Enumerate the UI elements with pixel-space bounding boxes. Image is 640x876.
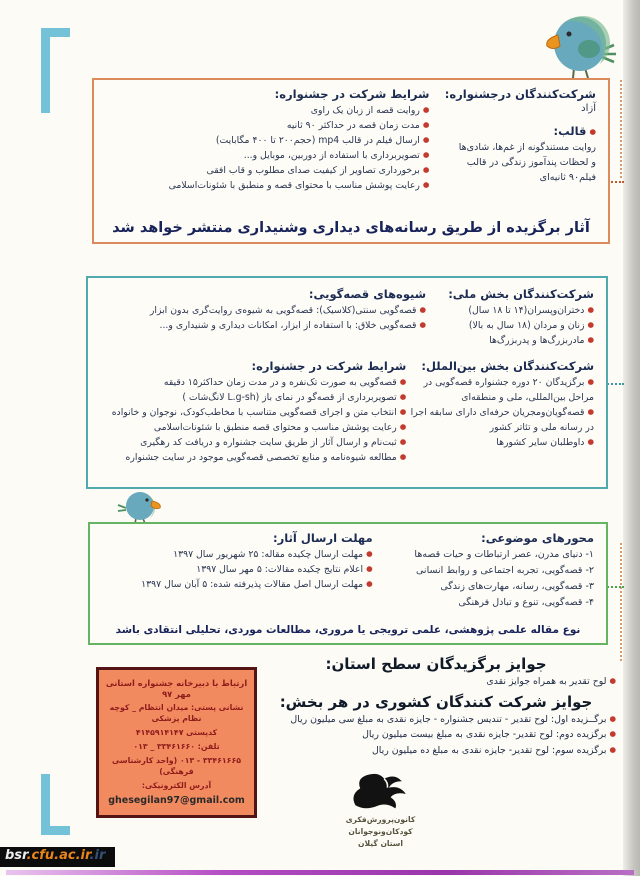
methods-list xyxy=(100,303,426,333)
list-item: ● داوطلبان سایر کشورها xyxy=(406,435,594,450)
contact-title: ارتباط با دبیرخانه جشنواره استانی مهر ۹۷ xyxy=(105,677,248,699)
kanoon-bird-logo-icon xyxy=(345,770,417,810)
logo-text-line: کودکان‌ونوجوانان xyxy=(348,826,413,836)
list-item: ● ثبت‌نام و ارسال آثار از طریق سایت جشنواره و دریافت کد رهگیری xyxy=(100,435,406,450)
watermark-prefix: bsr xyxy=(5,848,27,863)
column-conditions xyxy=(106,87,429,193)
list-item: ● تصویربرداری از قصه‌گو در نمای باز (L.g-sh لانگ‌شات ) xyxy=(100,390,406,405)
format-heading: ● قالب: xyxy=(429,124,596,138)
corner-bracket-bottom-left xyxy=(41,774,70,835)
list-item: ۴- قصه‌گویی، تنوع و تبادل فرهنگی xyxy=(458,597,594,609)
contact-phone-1: تلفن: ۳۳۴۶۱۶۶۰ _ ۰۱۳ xyxy=(133,741,220,751)
kanoon-logo xyxy=(308,770,453,849)
list-item: ● قصه‌گویی به صورت تک‌نفره و در مدت زمان حداکثر۱۵ دقیقه xyxy=(100,375,406,390)
contact-postal-code: کدپستی ۴۱۴۵۹۱۴۱۴۷ xyxy=(135,727,218,737)
list-item: ● ارسال فیلم در قالب mp4 (حجم۲۰۰ تا ۴۰۰ مگابایت) xyxy=(106,133,429,148)
methods-heading: شیوه‌های قصه‌گویی: xyxy=(308,287,427,301)
bird-illustration-small-icon xyxy=(116,490,164,526)
list-item: ۳- قصه‌گویی، رسانه، مهارت‌های زندگی xyxy=(440,581,594,593)
national-heading: شرکت‌کنندگان بخش ملی: xyxy=(448,287,594,301)
scan-edge xyxy=(623,0,640,876)
corner-bracket-top-left xyxy=(41,28,70,113)
province-awards-list xyxy=(252,674,620,690)
format-line: فیلم۹۰ ثانیه‌ای xyxy=(539,172,596,184)
conditions-heading: شرایط شرکت در جشنواره: xyxy=(274,87,430,101)
list-item: ● مهلت ارسال چکیده مقاله: ۲۵ شهریور سال ۱۳۹۷ xyxy=(102,547,373,562)
list-item: ● مادربزرگ‌ها و پدربزرگ‌ها xyxy=(426,333,594,348)
format-line: و لحظات پندآموز زندگی در قالب xyxy=(466,157,596,169)
list-item: ● برگــزیده اول: لوح تقدیر - تندیس جشنواره - جایزه نقدی به مبلغ سی میلیون ریال xyxy=(256,712,616,728)
watermark-domain: .cfu.ac.ir xyxy=(26,848,90,863)
conditions-list xyxy=(106,103,429,193)
contact-email-link[interactable]: ghesegilan97@gmail.com xyxy=(108,794,245,806)
list-item: ● مطالعه شیوه‌نامه و منابع تخصصی قصه‌گویی موجود در سایت جشنواره xyxy=(100,450,406,465)
list-item: ● برگزیده سوم: لوح تقدیر- جایزه نقدی به مبلغ ده میلیون ریال xyxy=(256,743,616,759)
format-line: روایت مستندگونه از غم‌ها، شادی‌ها xyxy=(458,142,596,153)
topics-list xyxy=(373,547,594,612)
list-item: ● رعایت پوشش مناسب با محتوای قصه و منطبق با شئونات‌اسلامی xyxy=(106,178,429,193)
list-item: ۱- دنیای مدرن، عصر ارتباطات و حیات قصه‌ها xyxy=(414,549,594,560)
contact-phone-2: ۳۳۴۶۱۶۶۵ - ۰۱۳ (واحد کارشناسی فرهنگی) xyxy=(112,756,241,776)
national-awards-list xyxy=(252,712,620,759)
province-awards-heading: جوایز برگزیدگان سطح استان: xyxy=(325,655,547,673)
deadlines-heading: مهلت ارسال آثار: xyxy=(273,531,373,545)
logo-text-line: کانون‌پرورش‌فکری xyxy=(345,815,416,824)
dotted-line-bottom xyxy=(620,543,622,661)
contact-address: نشانی پستی: میدان انتظام _ کوچه نظام پزشکی xyxy=(109,703,244,723)
list-item: ● زنان و مردان (۱۸ سال به بالا) xyxy=(426,318,594,333)
list-item: ● روایت قصه از زبان یک راوی xyxy=(106,103,429,118)
column-topics xyxy=(373,531,594,612)
column-conditions2 xyxy=(100,359,406,465)
list-item: ● برخورداری تصاویر از کیفیت صدای مطلوب و قاب افقی xyxy=(106,163,429,178)
list-item: ● تصویربرداری با استفاده از دوربین، موبایل و... xyxy=(106,148,429,163)
section-storytelling xyxy=(86,276,608,489)
logo-text-line: استان گیلان xyxy=(358,838,403,848)
section-festival-entry xyxy=(92,78,610,244)
list-item: ● انتخاب متن و اجرای قصه‌گویی متناسب با مخاطب‌کودک، نوجوان و خانواده xyxy=(100,405,406,420)
dotted-line-top xyxy=(620,80,622,178)
list-item: ● لوح تقدیر به همراه جوایز نقدی xyxy=(256,674,616,690)
list-item: ● رعایت پوشش مناسب و محتوای قصه منطبق با شئونات‌اسلامی xyxy=(100,420,406,435)
bird-illustration-icon xyxy=(544,12,618,80)
contact-box xyxy=(96,667,257,818)
column-participants xyxy=(429,87,596,193)
publish-notice: آثار برگزیده از طریق رسانه‌های دیداری وشنیداری منتشر خواهد شد xyxy=(112,220,590,236)
paper-type-notice: نوع مقاله علمی پژوهشی، علمی ترویجی یا مروری، مطالعات موردی، تحلیلی انتقادی باشد xyxy=(115,624,581,636)
international-list xyxy=(406,375,594,450)
list-item: ۲- قصه‌گویی، تجربه اجتماعی و روابط انسانی xyxy=(416,565,594,577)
column-deadlines xyxy=(102,531,373,612)
column-international xyxy=(406,359,594,465)
watermark xyxy=(0,847,115,867)
conditions2-list xyxy=(100,375,406,465)
participants-heading: شرکت‌کنندگان درجشنواره: xyxy=(444,87,596,101)
list-item: ● مدت زمان قصه در حداکثر ۹۰ ثانیه xyxy=(106,118,429,133)
deadlines-list xyxy=(102,547,373,592)
list-item: ● دختران‌وپسران(۱۴ تا ۱۸ سال) xyxy=(426,303,594,318)
watermark-suffix: .ir xyxy=(89,848,106,863)
section-awards xyxy=(252,655,620,758)
list-item: ● اعلام نتایج چکیده مقالات: ۵ مهر سال ۱۳۹۷ xyxy=(102,562,373,577)
national-list xyxy=(426,303,594,348)
list-item: ● برگزیده دوم: لوح تقدیر- جایزه نقدی به مبلغ بیست میلیون ریال xyxy=(256,727,616,743)
column-methods xyxy=(100,287,426,348)
contact-email-label: آدرس الکترونیکی: xyxy=(141,780,212,790)
list-item: ● برگزیدگان ۲۰ دوره جشنواره قصه‌گویی در مراحل بین‌المللی، ملی و منطقه‌ای xyxy=(406,375,594,405)
participants-value: آزاد xyxy=(581,103,596,114)
column-national xyxy=(426,287,594,348)
topics-heading: محورهای موضوعی: xyxy=(481,531,594,545)
section-papers xyxy=(88,522,608,645)
international-heading: شرکت‌کنندگان بخش بین‌الملل: xyxy=(421,359,594,374)
conditions2-heading: شرایط شرکت در جشنواره: xyxy=(251,359,407,374)
list-item: ● قصه‌گویی خلاق: با استفاده از ابزار، امکانات دیداری و شنیداری و... xyxy=(100,318,426,333)
list-item: ● قصه‌گویی سنتی(کلاسیک): قصه‌گویی به شیوه‌ی روایت‌گری بدون ابزار xyxy=(100,303,426,318)
national-awards-heading: جوایز شرکت کنندگان کشوری در هر بخش: xyxy=(279,692,593,711)
list-item: ● قصه‌گویان‌ومجریان حرفه‌ای دارای سابقه اجرا در رسانه ملی و تئاتر کشور xyxy=(406,405,594,435)
list-item: ● مهلت ارسال اصل مقالات پذیرفته شده: ۵ آبان سال ۱۳۹۷ xyxy=(102,577,373,592)
bottom-magenta-line xyxy=(6,870,634,875)
